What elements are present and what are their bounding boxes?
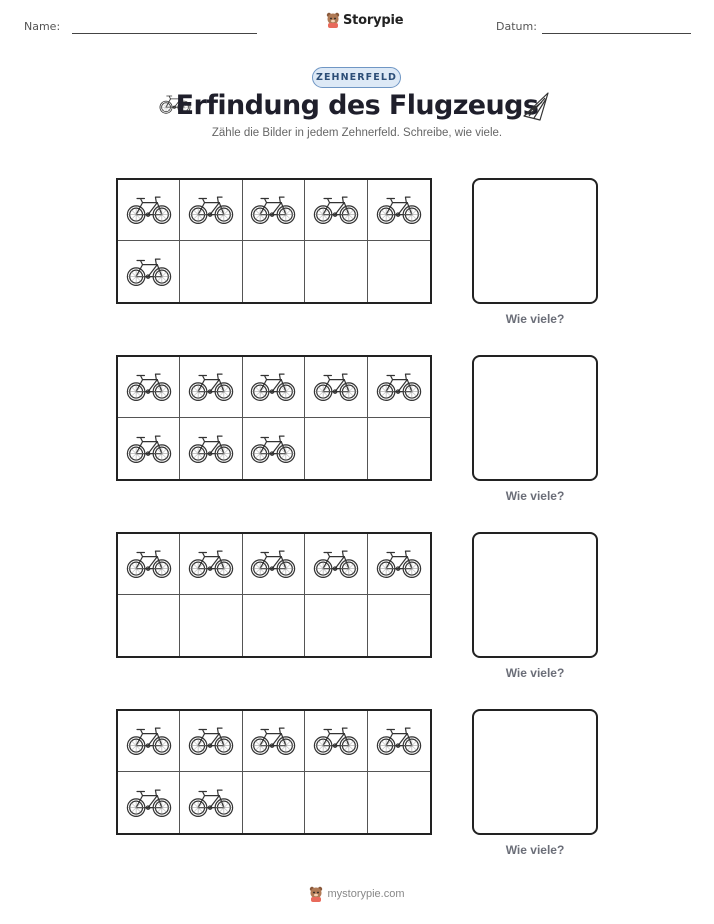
ten-frame-cell <box>118 711 180 772</box>
bicycle-icon <box>376 725 422 757</box>
bear-icon <box>326 12 340 28</box>
ten-frame-cell <box>368 241 430 302</box>
answer-label-4: Wie viele? <box>505 843 565 857</box>
ten-frame-cell <box>180 534 242 595</box>
answer-label-2: Wie viele? <box>505 489 565 503</box>
bicycle-icon <box>126 787 172 819</box>
ten-frame-cell <box>118 595 180 656</box>
ten-frame-cell <box>243 534 305 595</box>
name-line[interactable] <box>72 33 257 34</box>
bicycle-icon <box>126 433 172 465</box>
page-title: Erfindung des Flugzeugs <box>175 90 539 121</box>
ten-frame-cell <box>368 418 430 479</box>
answer-label-3: Wie viele? <box>505 666 565 680</box>
bicycle-icon <box>376 194 422 226</box>
ten-frame-cell <box>305 711 367 772</box>
ten-frame-cell <box>243 418 305 479</box>
ten-frame-cell <box>368 595 430 656</box>
answer-box-4[interactable] <box>472 709 598 835</box>
ten-frame-cell <box>368 711 430 772</box>
ten-frame-cell <box>243 711 305 772</box>
footer-url[interactable]: mystorypie.com <box>327 888 405 900</box>
ten-frame-cell <box>305 418 367 479</box>
instructions: Zähle die Bilder in jedem Zehnerfeld. Schreibe, wie viele. <box>211 127 503 139</box>
bicycle-icon <box>126 725 172 757</box>
ten-frame-cell <box>180 595 242 656</box>
ten-frame-cell <box>180 772 242 833</box>
ten-frame-1 <box>116 178 432 304</box>
bicycle-icon <box>376 548 422 580</box>
ten-frame-cell <box>368 180 430 241</box>
name-label: Name: <box>24 20 61 33</box>
ten-frame-cell <box>368 534 430 595</box>
ten-frame-2 <box>116 355 432 481</box>
bicycle-icon <box>313 725 359 757</box>
ten-frame-cell <box>305 180 367 241</box>
ten-frame-4 <box>116 709 432 835</box>
ten-frame-cell <box>180 418 242 479</box>
footer <box>0 886 714 902</box>
ten-frame-cell <box>305 534 367 595</box>
answer-label-1: Wie viele? <box>505 312 565 326</box>
ten-frame-cell <box>243 241 305 302</box>
ten-frame-cell <box>368 357 430 418</box>
ten-frame-cell <box>118 357 180 418</box>
ten-frame-cell <box>243 595 305 656</box>
bicycle-icon <box>188 548 234 580</box>
answer-box-1[interactable] <box>472 178 598 304</box>
bicycle-icon <box>250 433 296 465</box>
paper-plane-icon <box>520 90 552 122</box>
ten-frame-cell <box>305 772 367 833</box>
ten-frame-cell <box>180 180 242 241</box>
ten-frame-cell <box>180 711 242 772</box>
ten-frame-cell <box>118 534 180 595</box>
bicycle-icon <box>313 194 359 226</box>
ten-frame-3 <box>116 532 432 658</box>
answer-box-3[interactable] <box>472 532 598 658</box>
bicycle-icon <box>126 194 172 226</box>
bear-icon <box>309 886 323 902</box>
bicycle-icon <box>313 548 359 580</box>
bicycle-icon <box>250 194 296 226</box>
ten-frame-cell <box>243 772 305 833</box>
brand-logo <box>326 12 403 28</box>
bicycle-icon <box>188 787 234 819</box>
ten-frame-cell <box>118 418 180 479</box>
ten-frame-cell <box>180 357 242 418</box>
ten-frame-cell <box>368 772 430 833</box>
bicycle-icon <box>313 371 359 403</box>
ten-frame-cell <box>243 357 305 418</box>
answer-box-2[interactable] <box>472 355 598 481</box>
ten-frame-cell <box>305 241 367 302</box>
date-line[interactable] <box>542 33 691 34</box>
bicycle-icon <box>188 371 234 403</box>
bicycle-icon <box>188 433 234 465</box>
ten-frame-cell <box>305 357 367 418</box>
date-label: Datum: <box>496 20 537 33</box>
ten-frame-cell <box>118 241 180 302</box>
bicycle-icon <box>188 194 234 226</box>
brand-name: Storypie <box>343 12 404 28</box>
bicycle-icon <box>126 548 172 580</box>
bicycle-icon <box>376 371 422 403</box>
ten-frame-cell <box>118 772 180 833</box>
bicycle-icon <box>250 371 296 403</box>
bicycle-icon <box>126 256 172 288</box>
bicycle-icon <box>126 371 172 403</box>
ten-frame-cell <box>305 595 367 656</box>
worksheet-type-badge: ZEHNERFELD <box>312 67 401 88</box>
bicycle-icon <box>250 725 296 757</box>
ten-frame-cell <box>118 180 180 241</box>
bicycle-icon <box>188 725 234 757</box>
ten-frame-cell <box>243 180 305 241</box>
ten-frame-cell <box>180 241 242 302</box>
bicycle-icon <box>250 548 296 580</box>
